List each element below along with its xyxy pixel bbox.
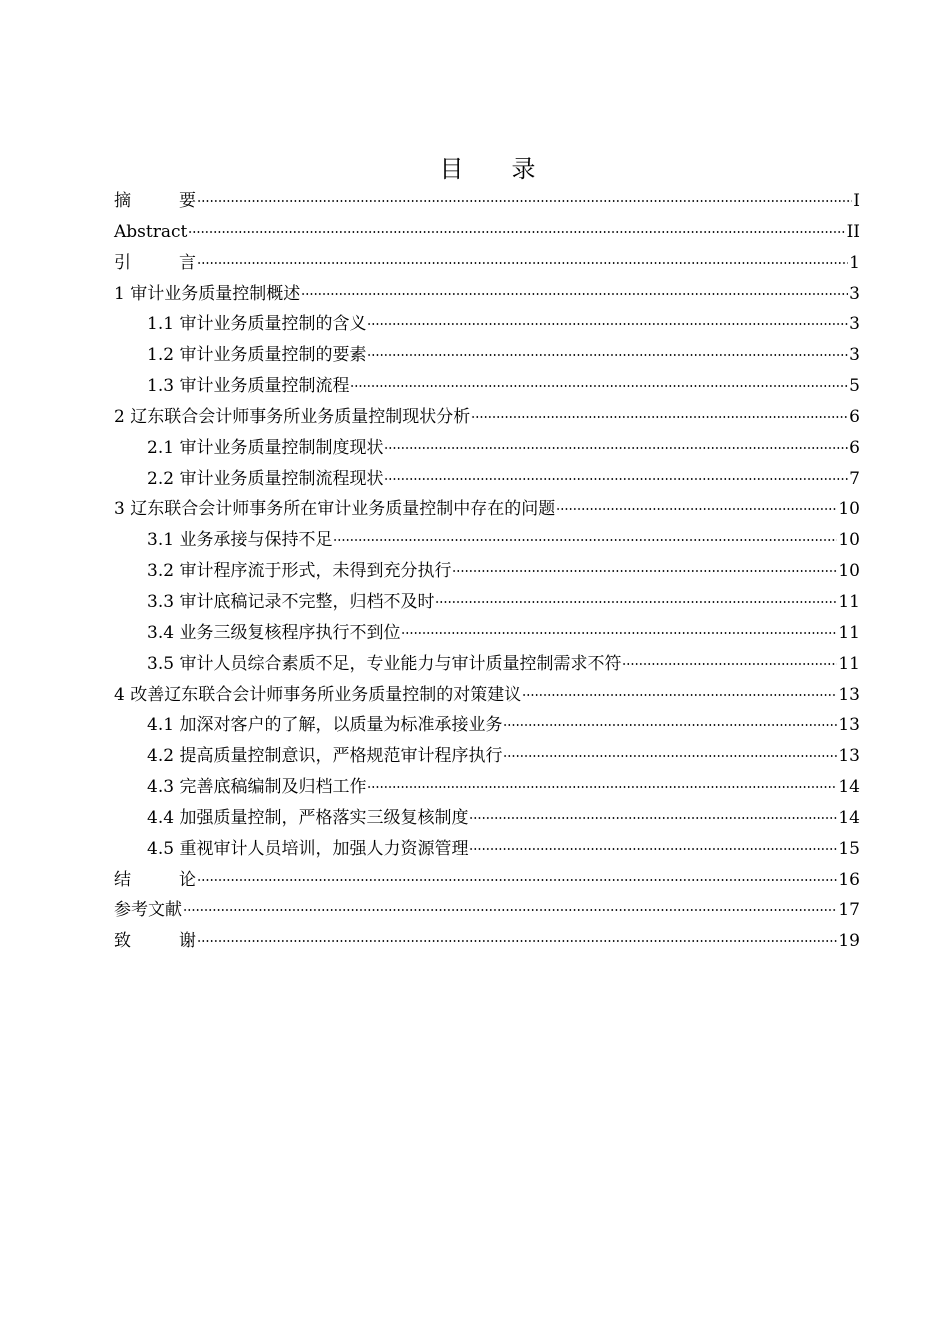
toc-dot-leader: [197, 879, 837, 881]
toc-entry-page-number: 3: [849, 283, 860, 304]
toc-dot-leader: [350, 385, 848, 387]
toc-dot-leader: [197, 940, 837, 942]
toc-entry-label-char-2: 论: [179, 869, 196, 890]
toc-dot-leader: [503, 724, 837, 726]
toc-entry-label-char-1: 结: [114, 869, 131, 890]
toc-entry[interactable]: [114, 248, 860, 279]
toc-entry-label: 参考文献: [114, 900, 182, 921]
toc-entry-label: 1 审计业务质量控制概述: [114, 283, 301, 304]
toc-entry-label: 1.3 审计业务质量控制流程: [147, 376, 350, 397]
toc-dot-leader: [333, 539, 837, 541]
toc-entry-label: [114, 248, 196, 278]
toc-title-char-2: 录: [511, 155, 536, 183]
toc-title: [0, 153, 950, 185]
toc-entry-label: 3.1 业务承接与保持不足: [147, 530, 333, 551]
toc-dot-leader: [452, 570, 837, 572]
toc-entry-label: 4.1 加深对客户的了解，以质量为标准承接业务: [147, 715, 503, 736]
toc-dot-leader: [503, 755, 837, 757]
toc-dot-leader: [469, 848, 837, 850]
toc-entry-page-number: 10: [838, 530, 860, 551]
toc-dot-leader: [367, 323, 848, 325]
toc-dot-leader: [471, 416, 848, 418]
toc-entry[interactable]: [114, 309, 860, 340]
toc-entry-label: 2.1 审计业务质量控制制度现状: [147, 437, 384, 458]
toc-entry-label-char-2: 谢: [179, 931, 196, 952]
toc-entry[interactable]: [114, 217, 860, 248]
toc-dot-leader: [384, 478, 848, 480]
toc-entry-page-number: 13: [838, 715, 860, 736]
toc-entry-label: 4.3 完善底稿编制及归档工作: [147, 777, 367, 798]
toc-entry-page-number: 13: [838, 684, 860, 705]
toc-entry[interactable]: [114, 279, 860, 310]
toc-entry[interactable]: [114, 525, 860, 556]
toc-entry-label: [114, 926, 196, 956]
toc-entry-label: 3.2 审计程序流于形式，未得到充分执行: [147, 561, 452, 582]
toc-entry-page-number: 1: [849, 252, 860, 273]
toc-dot-leader: [401, 632, 837, 634]
toc-dot-leader: [183, 909, 837, 911]
toc-entry[interactable]: [114, 464, 860, 495]
toc-entry-label: 3.5 审计人员综合素质不足，专业能力与审计质量控制需求不符: [147, 653, 622, 674]
toc-entry[interactable]: [114, 772, 860, 803]
toc-entry-page-number: 3: [849, 314, 860, 335]
toc-entry-page-number: 10: [838, 561, 860, 582]
toc-entry-label: 3.3 审计底稿记录不完整，归档不及时: [147, 591, 435, 612]
toc-entry-page-number: 17: [838, 900, 860, 921]
toc-entry[interactable]: [114, 494, 860, 525]
toc-entry-page-number: 13: [838, 746, 860, 767]
toc-dot-leader: [622, 663, 837, 665]
toc-entry-label-char-2: 言: [179, 252, 196, 273]
toc-entry-label: [114, 865, 196, 895]
toc-entry[interactable]: [114, 834, 860, 865]
toc-entry-label: 3.4 业务三级复核程序执行不到位: [147, 622, 401, 643]
toc-entry[interactable]: [114, 618, 860, 649]
toc-dot-leader: [556, 508, 837, 510]
toc-entry-page-number: 11: [838, 591, 860, 612]
toc-entry-page-number: 15: [838, 838, 860, 859]
toc-dot-leader: [197, 200, 852, 202]
toc-entry[interactable]: [114, 649, 860, 680]
toc-dot-leader: [367, 354, 848, 356]
toc-dot-leader: [197, 262, 848, 264]
toc-dot-leader: [367, 786, 837, 788]
toc-dot-leader: [188, 231, 845, 233]
toc-entry-page-number: 5: [849, 376, 860, 397]
toc-entry[interactable]: [114, 710, 860, 741]
toc-entry-page-number: 11: [838, 653, 860, 674]
toc-entry-page-number: 19: [838, 931, 860, 952]
toc-entry[interactable]: [114, 556, 860, 587]
toc-dot-leader: [469, 817, 837, 819]
toc-entry-label-char-1: 引: [114, 252, 131, 273]
toc-entry[interactable]: [114, 587, 860, 618]
toc-entry-page-number: 6: [849, 437, 860, 458]
toc-entry[interactable]: [114, 186, 860, 217]
toc-entry[interactable]: [114, 371, 860, 402]
toc-entry-label: 4.2 提高质量控制意识，严格规范审计程序执行: [147, 746, 503, 767]
toc-entry-label: 4 改善辽东联合会计师事务所业务质量控制的对策建议: [114, 684, 522, 705]
toc-entry-label: 4.5 重视审计人员培训，加强人力资源管理: [147, 838, 469, 859]
toc-entry-page-number: II: [846, 221, 860, 242]
toc-entry-page-number: 10: [838, 499, 860, 520]
toc-entry-page-number: 16: [838, 869, 860, 890]
toc-entry[interactable]: [114, 340, 860, 371]
toc-dot-leader: [384, 447, 848, 449]
toc-entry-label-char-1: 摘: [114, 191, 131, 211]
toc-entry-label: [114, 186, 196, 216]
toc-entry-label: 2 辽东联合会计师事务所业务质量控制现状分析: [114, 406, 471, 427]
toc-title-char-1: 目: [439, 155, 464, 183]
toc-entry[interactable]: [114, 895, 860, 926]
toc-entry-label-char-1: 致: [114, 931, 131, 952]
toc-entry-label: 1.1 审计业务质量控制的含义: [147, 314, 367, 335]
toc-entry-label: 3 辽东联合会计师事务所在审计业务质量控制中存在的问题: [114, 499, 556, 520]
toc-entry-page-number: 7: [849, 468, 860, 489]
toc-entry-label-char-2: 要: [179, 191, 196, 211]
toc-entry[interactable]: [114, 741, 860, 772]
toc-dot-leader: [522, 694, 837, 696]
toc-dot-leader: [435, 601, 837, 603]
toc-entry-page-number: I: [853, 191, 860, 211]
toc-entry-label: Abstract: [114, 221, 188, 242]
table-of-contents: [114, 186, 860, 957]
toc-entry-page-number: 14: [838, 807, 860, 828]
toc-entry[interactable]: [114, 402, 860, 433]
toc-entry[interactable]: [114, 433, 860, 464]
toc-entry[interactable]: [114, 803, 860, 834]
toc-entry-page-number: 11: [838, 622, 860, 643]
toc-entry-page-number: 3: [849, 345, 860, 366]
toc-entry-page-number: 6: [849, 406, 860, 427]
toc-entry[interactable]: [114, 680, 860, 711]
toc-entry-label: 2.2 审计业务质量控制流程现状: [147, 468, 384, 489]
toc-entry-label: 1.2 审计业务质量控制的要素: [147, 345, 367, 366]
toc-entry[interactable]: [114, 926, 860, 957]
toc-dot-leader: [301, 293, 848, 295]
toc-entry[interactable]: [114, 865, 860, 896]
toc-entry-label: 4.4 加强质量控制，严格落实三级复核制度: [147, 807, 469, 828]
toc-entry-page-number: 14: [838, 777, 860, 798]
